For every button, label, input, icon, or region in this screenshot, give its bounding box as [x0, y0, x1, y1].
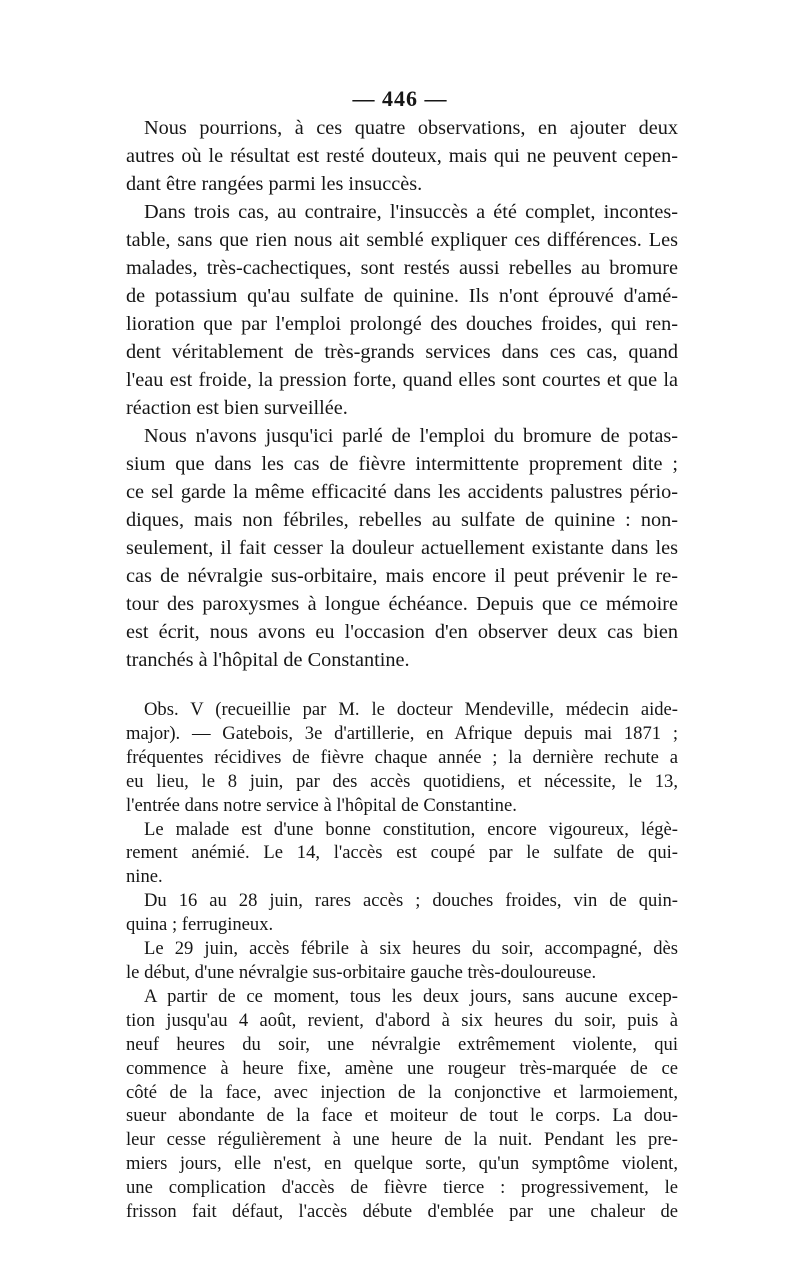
text-line: seulement, il fait cesser la douleur actuellement existante dans les [126, 537, 678, 559]
text-line: frisson fait défaut, l'accès débute d'emblée par une chaleur de [126, 1201, 678, 1223]
text-line: table, sans que rien nous ait semblé expliquer ces différences. Les [126, 229, 678, 251]
text-line: est écrit, nous avons eu l'occasion d'en observer deux cas bien [126, 621, 678, 643]
text-line: le début, d'une névralgie sus-orbitaire gauche très-douloureuse. [126, 961, 597, 983]
observation-block [126, 698, 678, 1224]
text-line: dant être rangées parmi les insuccès. [126, 173, 423, 195]
text-line: diques, mais non fébriles, rebelles au sulfate de quinine : non- [126, 509, 678, 531]
text-line: rement anémié. Le 14, l'accès est coupé par le sulfate de qui- [126, 842, 678, 864]
text-line: tion jusqu'au 4 août, revient, d'abord à six heures du soir, puis à [126, 1009, 678, 1031]
text-line: dent véritablement de très-grands services dans ces cas, quand [126, 341, 678, 363]
text-line: commence à heure fixe, amène une rougeur très-marquée de ce [126, 1057, 678, 1079]
text-line: malades, très-cachectiques, sont restés aussi rebelles au bromure [126, 257, 678, 279]
body-paragraph-3 [126, 422, 678, 674]
text-line: Dans trois cas, au contraire, l'insuccès a été complet, incontes- [144, 201, 678, 223]
text-line: leur cesse régulièrement à une heure de la nuit. Pendant les pre- [126, 1129, 678, 1151]
text-line: réaction est bien surveillée. [126, 397, 348, 419]
text-line: neuf heures du soir, une névralgie extrêmement violente, qui [126, 1033, 678, 1055]
observation-paragraph-4 [126, 937, 678, 985]
text-line: Le 29 juin, accès fébrile à six heures du soir, accompagné, dès [144, 938, 678, 960]
text-line: major). — Gatebois, 3e d'artillerie, en Afrique depuis mai 1871 ; [126, 722, 678, 744]
body-paragraph-2 [126, 198, 678, 422]
text-line: autres où le résultat est resté douteux, mais qui ne peuvent cepen- [126, 145, 678, 167]
text-line: fréquentes récidives de fièvre chaque année ; la dernière rechute a [126, 746, 678, 768]
text-line: A partir de ce moment, tous les deux jours, sans aucune excep- [144, 985, 678, 1007]
text-line: Nous pourrions, à ces quatre observations, en ajouter deux [144, 117, 678, 139]
text-line: nine. [126, 866, 163, 888]
text-line: tour des paroxysmes à longue échéance. Depuis que ce mémoire [126, 593, 678, 615]
text-line: lioration que par l'emploi prolongé des douches froides, qui ren- [126, 313, 678, 335]
page-number: — 446 — [352, 86, 448, 111]
text-line: Obs. V (recueillie par M. le docteur Mendeville, médecin aide- [144, 699, 678, 720]
text-line: Du 16 au 28 juin, rares accès ; douches froides, vin de quin- [144, 890, 678, 912]
text-line: quina ; ferrugineux. [126, 914, 274, 936]
observation-paragraph-2 [126, 818, 678, 890]
observation-paragraph-3 [126, 889, 678, 937]
text-line: ce sel garde la même efficacité dans les accidents palustres pério- [126, 481, 678, 503]
body-paragraph-1 [126, 114, 678, 198]
text-line: sueur abondante de la face et moiteur de tout le corps. La dou- [126, 1105, 678, 1127]
text-line: cas de névralgie sus-orbitaire, mais encore il peut prévenir le re- [126, 565, 678, 587]
text-line: l'eau est froide, la pression forte, quand elles sont courtes et que la [126, 369, 678, 391]
text-line: Nous n'avons jusqu'ici parlé de l'emploi du bromure de potas- [144, 425, 678, 447]
text-line: l'entrée dans notre service à l'hôpital de Constantine. [126, 794, 517, 816]
page-body [126, 114, 678, 1224]
text-line: une complication d'accès de fièvre tierce : progressivement, le [126, 1177, 678, 1199]
text-line: eu lieu, le 8 juin, par des accès quotidiens, et nécessite, le 13, [126, 770, 678, 792]
text-line: Le malade est d'une bonne constitution, encore vigoureux, légè- [144, 818, 678, 840]
observation-paragraph-5 [126, 985, 678, 1224]
observation-paragraph-1 [126, 698, 678, 818]
text-line: de potassium qu'au sulfate de quinine. Ils n'ont éprouvé d'amé- [126, 285, 678, 307]
text-line: tranchés à l'hôpital de Constantine. [126, 649, 410, 671]
text-line: côté de la face, avec injection de la conjonctive et larmoiement, [126, 1081, 678, 1103]
text-line: sium que dans les cas de fièvre intermittente proprement dite ; [126, 453, 678, 475]
text-line: miers jours, elle n'est, en quelque sorte, qu'un symptôme violent, [126, 1153, 678, 1175]
